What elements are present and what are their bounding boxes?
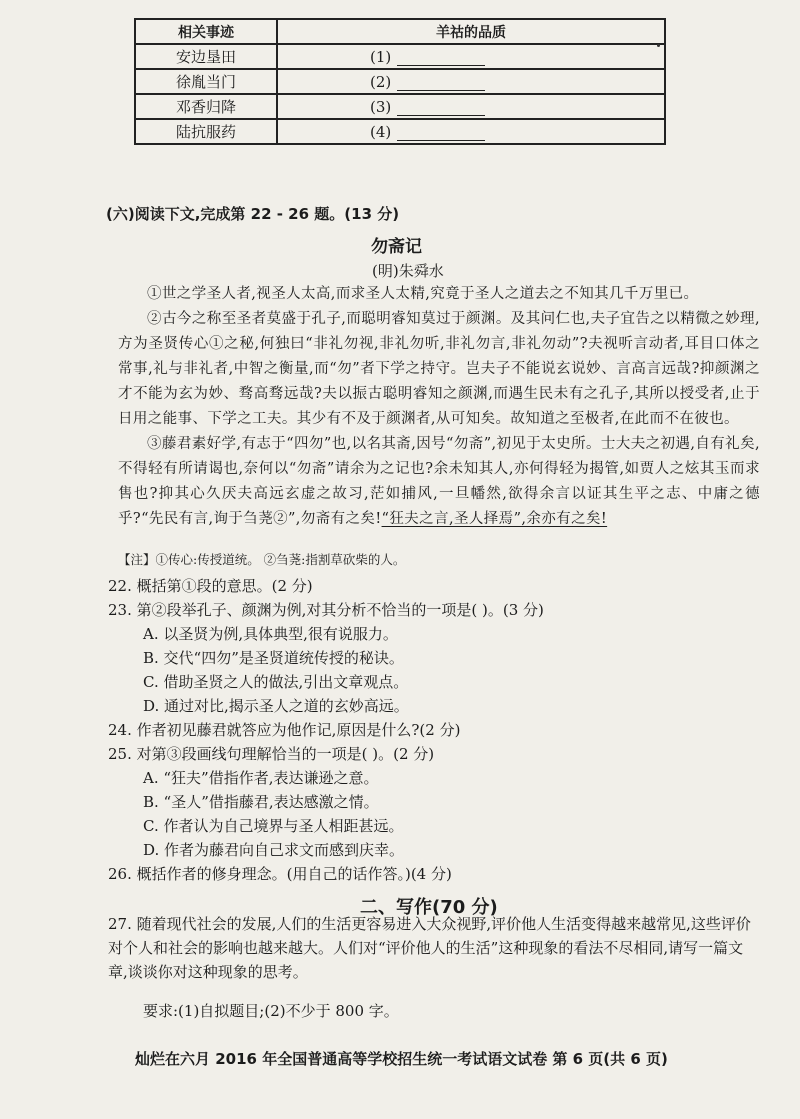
question-23: 23. 第②段举孔子、颜渊为例,对其分析不恰当的一项是( )。(3 分) [108, 601, 544, 619]
answer-blank [397, 126, 485, 141]
table-header-quality: 羊祜的品质 [277, 19, 665, 44]
author-line: (明)朱舜水 [372, 262, 444, 280]
question-22: 22. 概括第①段的意思。(2 分) [108, 577, 313, 595]
paragraph-3-text: ③藤君素好学,有志于“四勿”也,以名其斋,因号“勿斋”,初见于太史所。士大夫之初遇,自有礼矣,不得轻有所请谒也,奈何以“勿斋”请余为之记也?余未知其人,亦何得轻为揭管,如贾人之炫其玉而求售也?抑其心久厌夫高远玄虚之故习,茫如捕风,一旦幡然,欲得余言以证其生平之志、中庸之德乎?“先民有言,询于刍荛②”,勿斋有之矣! [118, 436, 760, 527]
table-event: 邓香归降 [135, 94, 277, 119]
paragraph-1: ①世之学圣人者,视圣人太高,而求圣人太精,究竟于圣人之道去之不知其几千万里已。 [147, 286, 699, 302]
table-answer-cell [277, 69, 665, 94]
footnote: 【注】①传心:传授道统。 ②刍荛:指割草砍柴的人。 [118, 552, 406, 567]
table-answer-cell [277, 44, 665, 69]
writing-heading: 二、写作(70 分) [360, 897, 498, 918]
table-row [135, 69, 665, 94]
q23-option-a: A. 以圣贤为例,具体典型,很有说服力。 [143, 625, 398, 643]
question-27-text: 27. 随着现代社会的发展,人们的生活更容易进入大众视野,评价他人生活变得越来越常见,这些评价对个人和社会的影响也越来越大。人们对“评价他人的生活”这种现象的看法不尽相同,请写一篇文章,谈谈你对这种现象的思考。 [108, 915, 751, 981]
page-footer: 灿烂在六月 2016 年全国普通高等学校招生统一考试语文试卷 第 6 页(共 6 页) [135, 1050, 668, 1068]
table-row [135, 119, 665, 144]
q23-option-c: C. 借助圣贤之人的做法,引出文章观点。 [143, 673, 409, 691]
table-event: 徐胤当门 [135, 69, 277, 94]
answer-blank [397, 76, 485, 91]
question-24: 24. 作者初见藤君就答应为他作记,原因是什么?(2 分) [108, 721, 461, 739]
question-26: 26. 概括作者的修身理念。(用自己的话作答。)(4 分) [108, 865, 452, 883]
yanghu-table [134, 18, 666, 145]
table-answer-cell [277, 119, 665, 144]
answer-number: (4) [370, 122, 392, 141]
table-row [135, 44, 665, 69]
paragraph-3 [118, 432, 760, 532]
section-heading: (六)阅读下文,完成第 22 - 26 题。(13 分) [106, 205, 400, 223]
q25-option-a: A. “狂夫”借指作者,表达谦逊之意。 [143, 769, 379, 787]
table-row [135, 94, 665, 119]
q23-option-b: B. 交代“四勿”是圣贤道统传授的秘诀。 [143, 649, 404, 667]
q25-option-d: D. 作者为藤君向自己求文而感到庆幸。 [143, 841, 405, 859]
table-event: 安边垦田 [135, 44, 277, 69]
answer-number: (2) [370, 72, 392, 91]
underlined-sentence: “狂夫之言,圣人择焉”,余亦有之矣! [381, 511, 608, 527]
q23-option-d: D. 通过对比,揭示圣人之道的玄妙高远。 [143, 697, 409, 715]
classical-text [118, 282, 760, 532]
speck [657, 44, 660, 47]
answer-blank [397, 51, 485, 66]
paragraph-2: ②古今之称至圣者莫盛于孔子,而聪明睿知莫过于颜渊。及其问仁也,夫子宜告之以精微之妙理,方为圣贤传心①之秘,何独曰“非礼勿视,非礼勿听,非礼勿言,非礼勿动”?夫视听言动者,耳目口体之常事,礼与非礼者,中智之衡量,而“勿”者下学之持守。岂夫子不能说玄说妙、言高言远哉?抑颜渊之才不能为玄为妙、骛高骛远哉?夫以振古聪明睿知之颜渊,而遇生民未有之孔子,其所以授受者,止于日用之能事、下学之工夫。其少有不及于颜渊者,从可知矣。故知道之至极者,在此而不在彼也。 [118, 311, 760, 427]
q25-option-c: C. 作者认为自己境界与圣人相距甚远。 [143, 817, 404, 835]
q25-option-b: B. “圣人”借指藤君,表达感激之情。 [143, 793, 379, 811]
answer-number: (1) [370, 47, 392, 66]
answer-number: (3) [370, 97, 392, 116]
table-header-event: 相关事迹 [135, 19, 277, 44]
essay-title: 勿斋记 [371, 237, 422, 257]
table-answer-cell [277, 94, 665, 119]
question-25: 25. 对第③段画线句理解恰当的一项是( )。(2 分) [108, 745, 435, 763]
question-27 [108, 912, 758, 984]
answer-blank [397, 101, 485, 116]
table-event: 陆抗服药 [135, 119, 277, 144]
writing-requirements: 要求:(1)自拟题目;(2)不少于 800 字。 [143, 1002, 399, 1020]
